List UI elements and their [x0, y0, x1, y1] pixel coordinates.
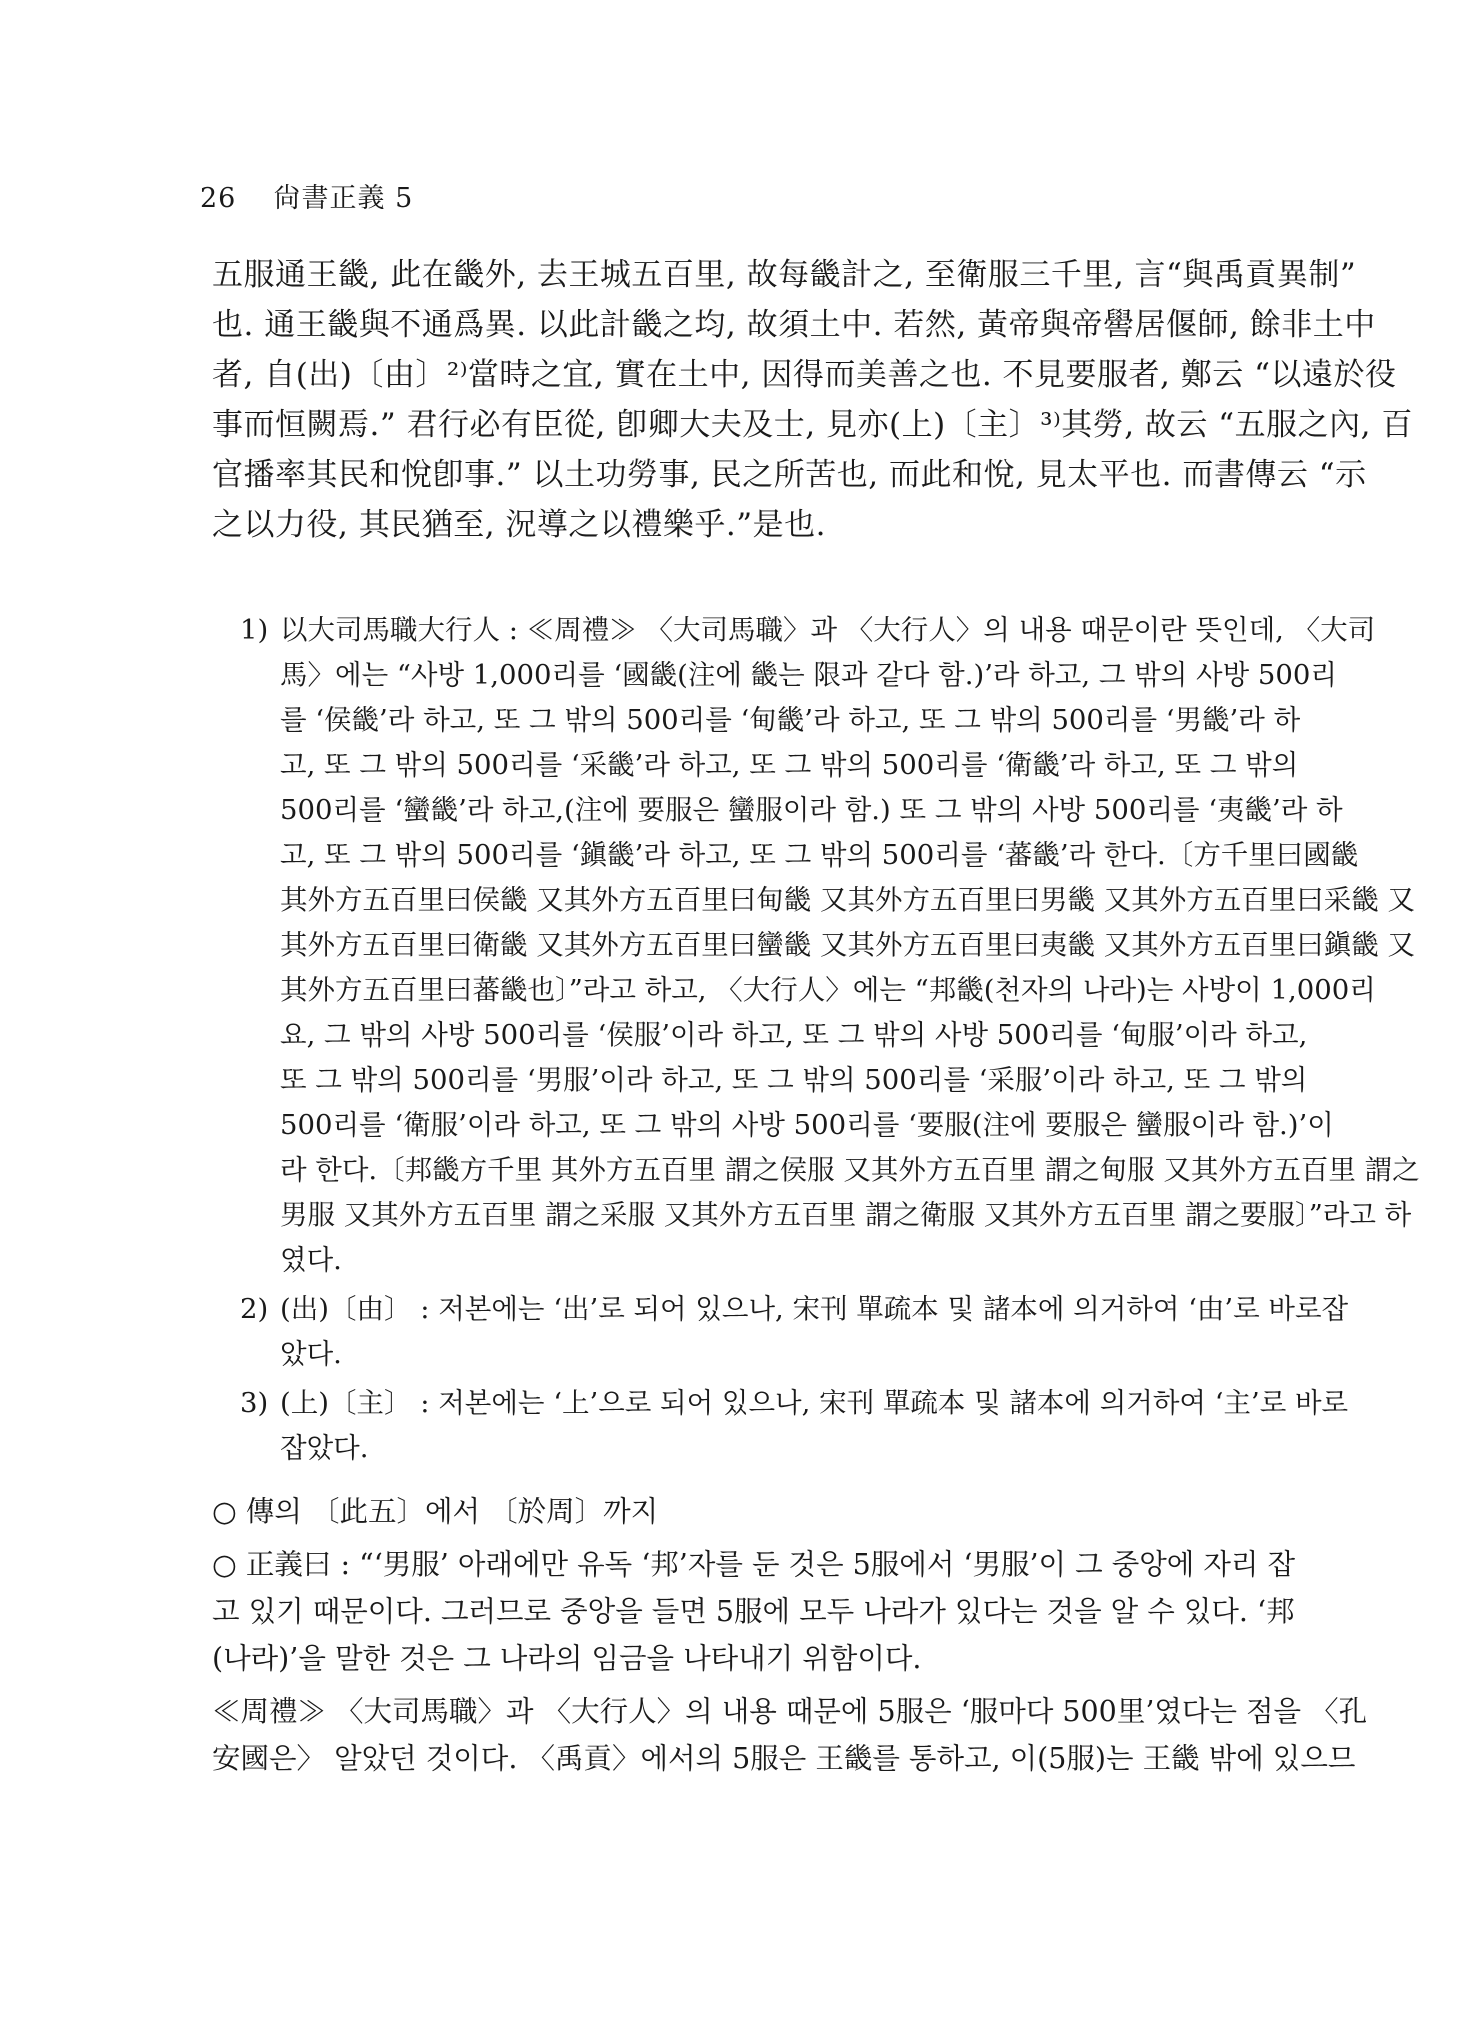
text-line: 之以力役, 其民猶至, 況導之以禮樂乎.”是也.: [212, 507, 826, 543]
footnote-line: 잡았다.: [280, 1432, 369, 1464]
footnote-line: 男服 又其外方五百里 謂之采服 又其外方五百里 謂之衛服 又其外方五百里 謂之要服〕”라고 하: [280, 1199, 1412, 1231]
footnote-line: 以大司馬職大行人 : ≪周禮≫ 〈大司馬職〉과 〈大行人〉의 내용 때문이란 뜻인데, 〈大司: [280, 614, 1376, 646]
footnote-line: 500리를 ‘衛服’이라 하고, 또 그 밖의 사방 500리를 ‘要服(注에 要服은 蠻服이라 함.)’이: [280, 1109, 1334, 1141]
paragraph-line: (나라)’을 말한 것은 그 나라의 임금을 나타내기 위함이다.: [212, 1642, 922, 1675]
footnote-line: 500리를 ‘蠻畿’라 하고,(注에 要服은 蠻服이라 함.) 또 그 밖의 사방 500리를 ‘夷畿’라 하: [280, 794, 1343, 826]
book-title: 尙書正義 5: [273, 183, 414, 214]
section-heading: [212, 1488, 1272, 1535]
text-line: 事而恒闕焉.” 君行必有臣從, 卽卿大夫及士, 見亦(上)〔主〕³⁾其勞, 故云 “五服之內, 百: [212, 407, 1413, 443]
footnote-number: 3): [240, 1387, 269, 1419]
footnote-number: 2): [240, 1293, 269, 1325]
footnote-line: 또 그 밖의 500리를 ‘男服’이라 하고, 또 그 밖의 500리를 ‘采服’이라 하고, 또 그 밖의: [280, 1064, 1308, 1096]
footnote-3: [240, 1381, 1349, 1471]
footnote-line: 고, 또 그 밖의 500리를 ‘采畿’라 하고, 또 그 밖의 500리를 ‘衛畿’라 하고, 또 그 밖의: [280, 749, 1299, 781]
paragraph-line: ≪周禮≫ 〈大司馬職〉과 〈大行人〉의 내용 때문에 5服은 ‘服마다 500里’였다는 점을 〈孔: [212, 1695, 1368, 1728]
heading-line: ○ 傳의 〔此五〕에서 〔於周〕까지: [212, 1495, 659, 1528]
footnote-1: [240, 608, 1420, 1283]
footnotes: [240, 608, 1420, 1475]
text-line: 也. 通王畿與不通爲異. 以此計畿之均, 故須土中. 若然, 黃帝與帝嚳居偃師, 餘非土中: [212, 307, 1376, 343]
footnote-line: 馬〉에는 “사방 1,000리를 ‘國畿(注에 畿는 限과 같다 함.)’라 하고, 그 밖의 사방 500리: [280, 659, 1337, 691]
footnote-line: (上)〔主〕 : 저본에는 ‘上’으로 되어 있으나, 宋刊 單疏本 및 諸本에 의거하여 ‘主’로 바로: [280, 1387, 1349, 1419]
footnote-line: 고, 또 그 밖의 500리를 ‘鎭畿’라 하고, 또 그 밖의 500리를 ‘蕃畿’라 한다.〔方千里曰國畿: [280, 839, 1359, 871]
paragraph-line: 安國은〉 알았던 것이다. 〈禹貢〉에서의 5服은 王畿를 통하고, 이(5服)는 王畿 밖에 있으므: [212, 1742, 1356, 1775]
footnote-2: [240, 1287, 1349, 1377]
footnote-line: 其外方五百里曰侯畿 又其外方五百里曰甸畿 又其外方五百里曰男畿 又其外方五百里曰采畿 又: [280, 884, 1415, 916]
text-line: 五服通王畿, 此在畿外, 去王城五百里, 故每畿計之, 至衛服三千里, 言“與禹貢異制”: [212, 257, 1357, 293]
footnote-line: 요, 그 밖의 사방 500리를 ‘侯服’이라 하고, 또 그 밖의 사방 500리를 ‘甸服’이라 하고,: [280, 1019, 1308, 1051]
footnote-line: (出)〔由〕 : 저본에는 ‘出’로 되어 있으나, 宋刊 單疏本 및 諸本에 의거하여 ‘由’로 바로잡: [280, 1293, 1349, 1325]
paragraph: [212, 1541, 1296, 1682]
footnote-line: 를 ‘侯畿’라 하고, 또 그 밖의 500리를 ‘甸畿’라 하고, 또 그 밖의 500리를 ‘男畿’라 하: [280, 704, 1301, 736]
footnote-number: 1): [240, 614, 269, 646]
paragraph: [212, 1688, 1368, 1782]
text-line: 者, 自(出)〔由〕²⁾當時之宜, 實在土中, 因得而美善之也. 不見要服者, 鄭云 “以遠於役: [212, 357, 1397, 393]
running-head: [200, 176, 413, 215]
page-number: 26: [200, 183, 237, 214]
paragraph-line: ○ 正義曰 : “‘男服’ 아래에만 유독 ‘邦’자를 둔 것은 5服에서 ‘男服’이 그 중앙에 자리 잡: [212, 1548, 1296, 1581]
text-line: 官播率其民和悅卽事.” 以土功勞事, 民之所苦也, 而此和悅, 見太平也. 而書傳云 “示: [212, 457, 1367, 493]
translation-section: [212, 1488, 1368, 1788]
main-commentary-text: [212, 250, 1413, 550]
footnote-line: 其外方五百里曰蕃畿也〕”라고 하고, 〈大行人〉에는 “邦畿(천자의 나라)는 사방이 1,000리: [280, 974, 1376, 1006]
footnote-line: 였다.: [280, 1244, 342, 1276]
paragraph-line: 고 있기 때문이다. 그러므로 중앙을 들면 5服에 모두 나라가 있다는 것을 알 수 있다. ‘邦: [212, 1595, 1295, 1628]
footnote-line: 라 한다.〔邦畿方千里 其外方五百里 謂之侯服 又其外方五百里 謂之甸服 又其外方五百里 謂之: [280, 1154, 1420, 1186]
footnote-line: 其外方五百里曰衛畿 又其外方五百里曰蠻畿 又其外方五百里曰夷畿 又其外方五百里曰鎭畿 又: [280, 929, 1415, 961]
footnote-line: 았다.: [280, 1338, 342, 1370]
